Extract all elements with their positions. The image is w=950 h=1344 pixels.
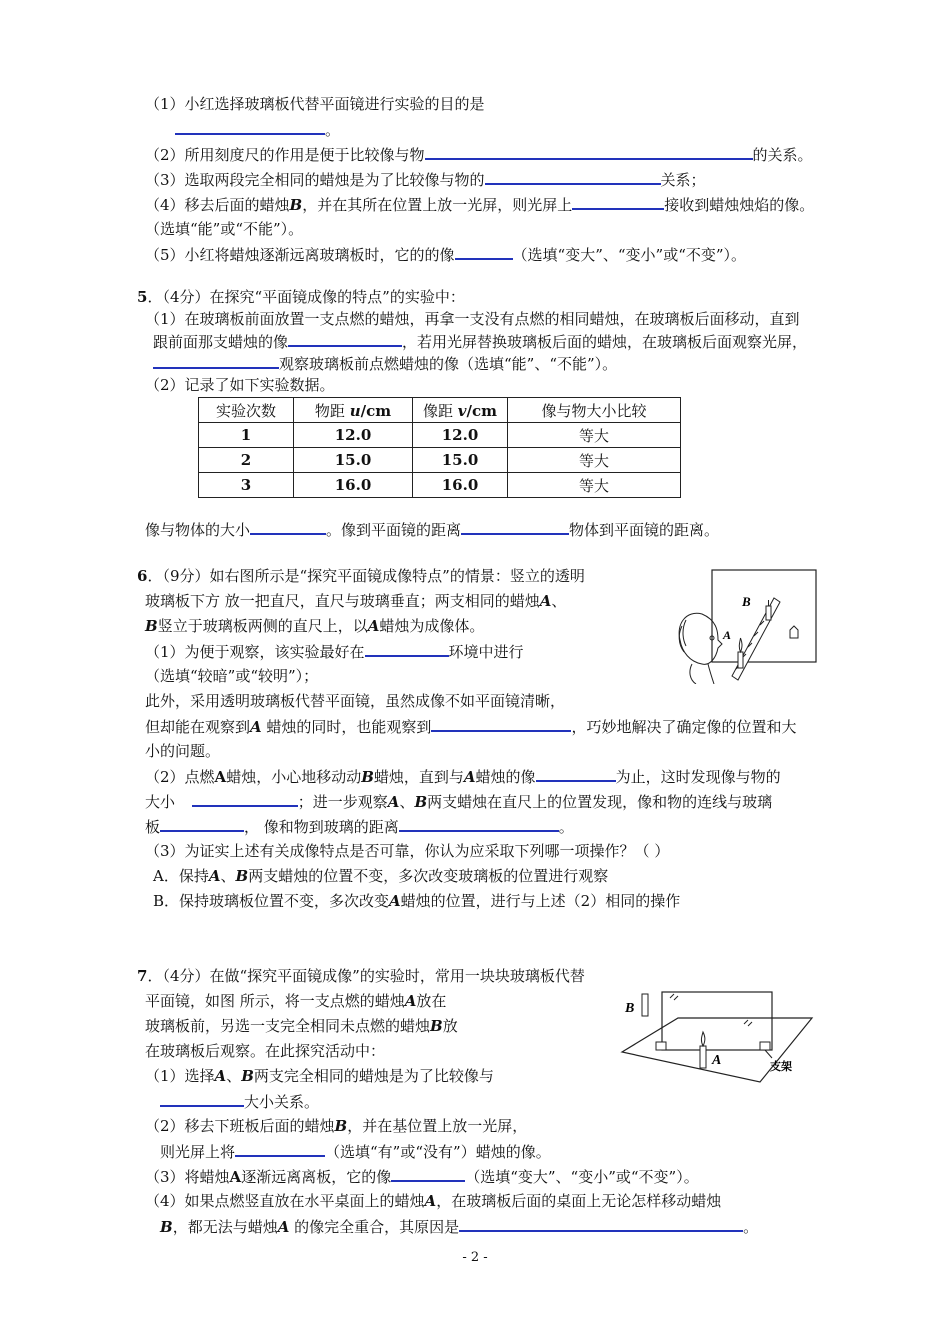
q6-line-board: 板 ， 像和物到玻璃的距离 。 [145,815,574,838]
q6-blank-6[interactable] [399,815,559,832]
q6-title: 6．（9分）如右图所示是“探究平面镜成像特点”的情景：竖立的透明 [137,567,585,585]
q6-blank-1[interactable] [365,640,449,657]
q6-line-but: 但却能在观察到A 蜡烛的同时，也能观察到 ，巧妙地解决了确定像的位置和大 [145,715,796,738]
fig-label-a: A [723,628,732,642]
q4-part1-answer-line: 。 [175,118,340,141]
q6-part1: （1）为便于观察，该实验最好在 环境中进行 [145,640,524,663]
table-cell: 12.0 [413,423,508,448]
candle-a-flame [739,638,742,652]
q4-part4: （4）移去后面的蜡烛B，并在其所在位置上放一光屏，则光屏上 接收到蜡烛烛焰的像。 [145,193,814,216]
table-cell: 3 [199,473,294,498]
glass-glint-1 [670,994,678,1000]
table-row [199,473,681,498]
q7-figure [620,990,815,1102]
q7-part3: （3）将蜡烛A逐渐远离离板，它的像 （选填“变大”、“变小”或“不变”）。 [145,1165,699,1188]
q6-blank-5[interactable] [160,815,244,832]
q5-blank-3[interactable] [250,518,326,535]
q5-data-table [198,397,681,498]
candle-b [642,994,648,1016]
table-header-row [199,398,681,423]
table-header: 像距 v/cm [413,398,508,423]
table-cell: 12.0 [294,423,413,448]
candle-b [766,606,771,620]
q4-part3: （3）选取两段完全相同的蜡烛是为了比较像与物的 关系； [145,168,706,191]
table-cell: 15.0 [294,448,413,473]
q4-blank-1[interactable] [175,118,325,135]
q4-part4-note: （选填“能”或“不能”）。 [145,220,304,238]
q5-part2: （2）记录了如下实验数据。 [145,376,335,394]
table-cell: 等大 [508,423,681,448]
q6-blank-3[interactable] [536,765,616,782]
q7-part4-line2: B，都无法与蜡烛A 的像完全重合，其原因是 。 [160,1215,758,1238]
q6-part1-note: （选填“较暗”或“较明”）； [145,667,319,685]
q7-blank-4[interactable] [459,1215,743,1232]
q4-blank-2[interactable] [425,143,753,160]
glass-stand [790,626,798,638]
q7-title: 7．（4分）在做“探究平面镜成像”的实验时，常用一块块玻璃板代替 [137,967,585,985]
q5-part1: （1）在玻璃板前面放置一支点燃的蜡烛，再拿一支没有点燃的相同蜡烛，在玻璃板后面移动，直到 [145,310,800,328]
stand-pointer [765,1050,772,1058]
q4-blank-4[interactable] [572,193,664,210]
stand-right [760,1042,770,1050]
q6-part3: （3）为证实上述有关成像特点是否可靠，你认为应采取下列哪一项操作？（ ） [145,842,670,860]
q6-blank-4[interactable] [192,790,298,807]
q7-blank-3[interactable] [391,1165,465,1182]
fig-label-b: B [625,1001,635,1016]
q7-blank-1[interactable] [160,1090,244,1107]
q6-line-more: 此外，采用透明玻璃板代替平面镜，虽然成像不如平面镜清晰， [145,692,566,710]
fig-label-b: B [742,594,751,609]
page-number: - 2 - [462,1250,488,1265]
q6-blank-2[interactable] [431,715,571,732]
table-cell: 15.0 [413,448,508,473]
table-cell: 2 [199,448,294,473]
q6-line-small: 小的问题。 [145,742,221,760]
table-cell: 等大 [508,473,681,498]
q6-figure [672,564,820,684]
q6-line3: B竖立于玻璃板两侧的直尺上，以A蜡烛为成像体。 [145,617,485,635]
table-row [199,423,681,448]
q7-line2: 平面镜，如图 所示，将一支点燃的蜡烛A放在 [145,992,447,1010]
q7-part1: （1）选择A、B两支完全相同的蜡烛是为了比较像与 [145,1067,494,1085]
table-header: 实验次数 [199,398,294,423]
q6-line2: 玻璃板下方 放一把直尺，直尺与玻璃垂直；两支相同的蜡烛A、 [145,592,567,610]
q5-part1-line2: 跟前面那支蜡烛的像 ，若用光屏替换玻璃板后面的蜡烛，在玻璃板后面观察光屏， [153,330,807,353]
q7-blank-2[interactable] [235,1140,325,1157]
q4-part2: （2）所用刻度尺的作用是便于比较像与物 的关系。 [145,143,813,166]
q5-blank-2[interactable] [153,352,279,369]
table-cell: 等大 [508,448,681,473]
fig-label-a: A [712,1053,722,1068]
q6-option-b[interactable]: B．保持玻璃板位置不变，多次改变A蜡烛的位置，进行与上述（2）相同的操作 [153,892,681,910]
q6-line-size: 大小 ；进一步观察A、B两支蜡烛在直尺上的位置发现，像和物的连线与玻璃 [145,790,772,813]
q4-blank-3[interactable] [485,168,661,185]
candle-a [738,652,743,668]
q7-line3: 玻璃板前，另选一支完全相同未点燃的蜡烛B放 [145,1017,458,1035]
table-header: 像与物大小比较 [508,398,681,423]
table-header: 物距 u/cm [294,398,413,423]
q4-blank-5[interactable] [455,243,513,260]
table-cell: 16.0 [294,473,413,498]
table-cell: 16.0 [413,473,508,498]
q5-blank-4[interactable] [461,518,569,535]
table-row [199,448,681,473]
glass-plate [662,992,772,1050]
q6-part2: （2）点燃A蜡烛，小心地移动动B蜡烛，直到与A蜡烛的像 为止，这时发现像与物的 [145,765,781,788]
q4-part5: （5）小红将蜡烛逐渐远离玻璃板时，它的的像 （选填“变大”、“变小”或“不变”）。 [145,243,746,266]
q5-blank-1[interactable] [288,330,402,347]
stand-left [656,1042,666,1050]
q7-part1-line2: 大小关系。 [160,1090,319,1113]
glass-glint-2 [744,1020,752,1026]
table-cell: 1 [199,423,294,448]
q5-part1-line3: 观察玻璃板前点燃蜡烛的像（选填“能”、“不能”）。 [153,352,617,375]
q7-part2: （2）移去下班板后面的蜡烛B，并在基位置上放一光屏， [145,1117,528,1135]
q7-part2-line2: 则光屏上将 （选填“有”或“没有”）蜡烛的像。 [160,1140,551,1163]
q7-line4: 在玻璃板后观察。在此探究活动中： [145,1042,386,1060]
q4-part1: （1）小红选择玻璃板代替平面镜进行实验的目的是 [145,95,485,113]
q5-title: 5．（4分）在探究“平面镜成像的特点”的实验中： [137,288,465,306]
q6-option-a[interactable]: A．保持A、B两支蜡烛的位置不变，多次改变玻璃板的位置进行观察 [153,867,609,885]
fig-label-stand: 支架 [770,1060,792,1073]
observer-head [679,613,722,684]
q5-conclusion: 像与物体的大小 。像到平面镜的距离 物体到平面镜的距离。 [145,518,719,541]
candle-a [700,1046,706,1068]
q7-part4: （4）如果点燃竖直放在水平桌面上的蜡烛A，在玻璃板后面的桌面上无论怎样移动蜡烛 [145,1192,722,1210]
candle-a-flame [701,1032,704,1046]
